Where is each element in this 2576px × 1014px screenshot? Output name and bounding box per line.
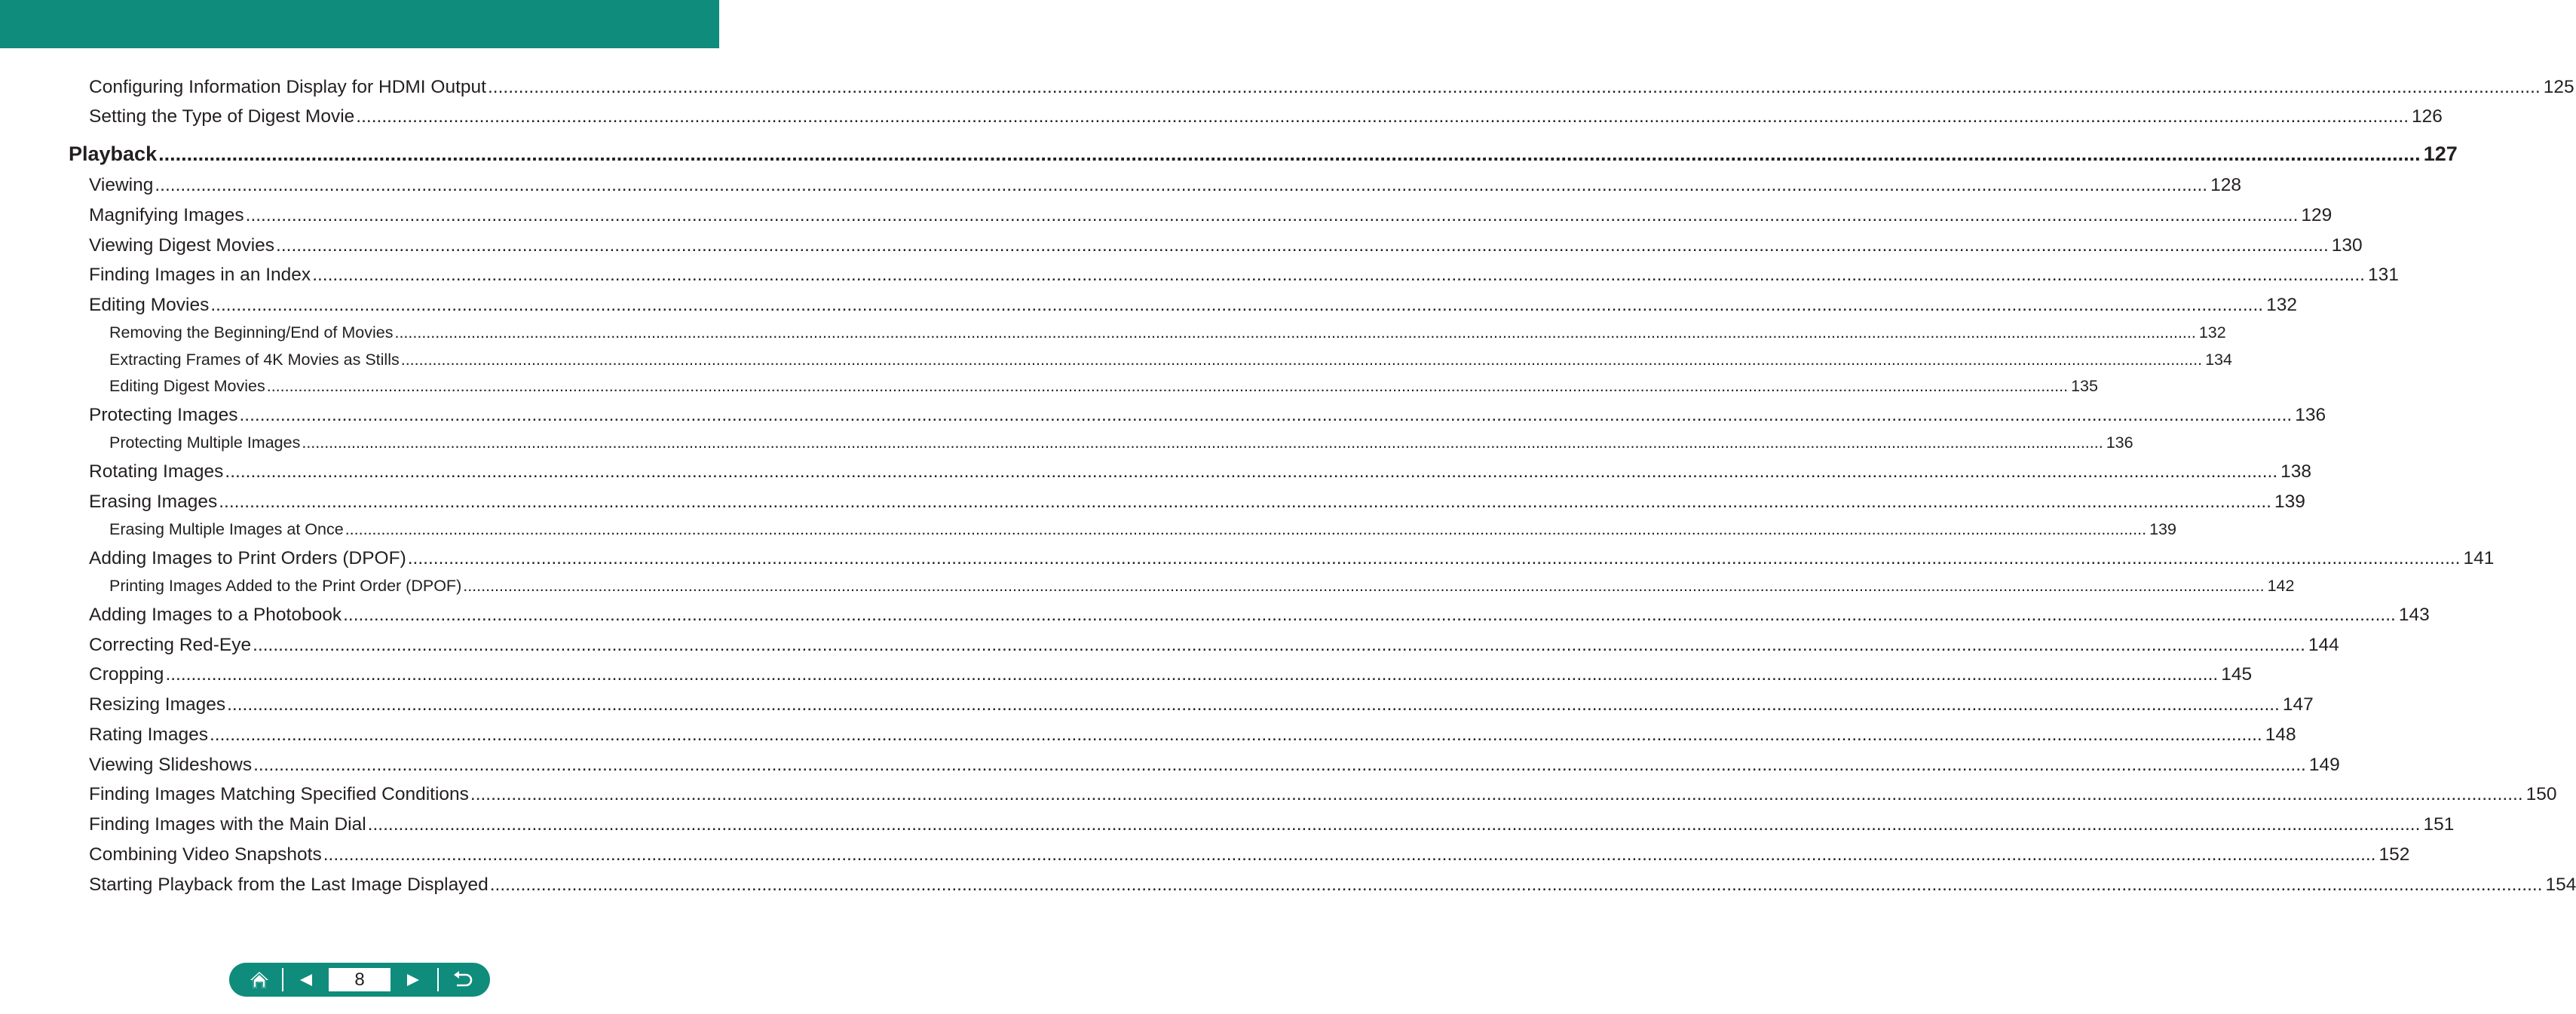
toc-entry-title: Erasing Multiple Images at Once bbox=[109, 520, 344, 538]
toc-entry-page: 143 bbox=[2398, 605, 2430, 625]
toc-entry-page: 131 bbox=[2367, 265, 2399, 285]
page-number: 8 bbox=[354, 969, 365, 990]
dot-leader: ................................................................................................................................................................................................................................................................................................................................................................................................................ bbox=[367, 814, 2421, 835]
toc-entry-title: Viewing Digest Movies bbox=[89, 235, 275, 256]
toc-entry-title: Viewing Slideshows bbox=[89, 755, 253, 775]
toc-entry-title: Protecting Images bbox=[89, 405, 238, 425]
toc-entry-page: 132 bbox=[2266, 295, 2297, 315]
previous-page-icon bbox=[299, 973, 314, 987]
toc-entry-page: 147 bbox=[2282, 694, 2314, 715]
toc-entry[interactable] bbox=[89, 635, 2339, 656]
toc-subentry[interactable] bbox=[109, 577, 2295, 596]
toc-entry-title: Magnifying Images bbox=[89, 205, 244, 225]
toc-entry-page: 139 bbox=[2149, 520, 2176, 538]
page-number-box[interactable] bbox=[329, 968, 391, 991]
toc-entry-page: 149 bbox=[2308, 755, 2340, 775]
toc-entry[interactable] bbox=[89, 175, 2242, 196]
toc-entry-title: Starting Playback from the Last Image Displayed bbox=[89, 875, 489, 895]
dot-leader: ................................................................................................................................................................................................................................................................................................................................................................................................................ bbox=[463, 577, 2265, 595]
toc-entry-title: Finding Images in an Index bbox=[89, 265, 311, 285]
toc-entry-title: Adding Images to Print Orders (DPOF) bbox=[89, 548, 406, 568]
dot-leader: ................................................................................................................................................................................................................................................................................................................................................................................................................ bbox=[227, 694, 2280, 715]
dot-leader: ................................................................................................................................................................................................................................................................................................................................................................................................................ bbox=[266, 377, 2069, 395]
toc-entry-title: Configuring Information Display for HDMI Output bbox=[89, 77, 486, 97]
toc-entry-page: 151 bbox=[2423, 814, 2455, 835]
dot-leader: ................................................................................................................................................................................................................................................................................................................................................................................................................ bbox=[356, 106, 2409, 127]
toc-entry-page: 142 bbox=[2267, 577, 2295, 595]
toc-entry[interactable] bbox=[89, 461, 2312, 482]
toc-entry-title: Protecting Multiple Images bbox=[109, 433, 301, 452]
toc-entry[interactable] bbox=[89, 784, 2557, 805]
dot-leader: ................................................................................................................................................................................................................................................................................................................................................................................................................ bbox=[345, 520, 2147, 538]
dot-leader: ................................................................................................................................................................................................................................................................................................................................................................................................................ bbox=[239, 405, 2293, 425]
toc-entry-page: 139 bbox=[2274, 492, 2305, 512]
next-page-button[interactable] bbox=[394, 963, 433, 997]
previous-page-button[interactable] bbox=[286, 963, 326, 997]
toc-entry-page: 128 bbox=[2210, 175, 2242, 195]
toc-subentry[interactable] bbox=[109, 520, 2176, 539]
dot-leader: ................................................................................................................................................................................................................................................................................................................................................................................................................ bbox=[165, 664, 2219, 685]
return-button[interactable] bbox=[442, 963, 484, 997]
page-navigation-bar bbox=[229, 963, 490, 997]
toc-section-playback[interactable] bbox=[69, 142, 2458, 166]
toc-entry-page: 129 bbox=[2301, 205, 2332, 225]
toc-entry[interactable] bbox=[89, 755, 2340, 776]
toc-entry-page: 148 bbox=[2265, 725, 2296, 745]
toc-entry[interactable] bbox=[89, 814, 2455, 835]
toc-entry-page: 135 bbox=[2071, 377, 2098, 395]
toc-entry-title: Adding Images to a Photobook bbox=[89, 605, 342, 625]
toc-section-title: Playback bbox=[69, 142, 158, 165]
toc-entry-page: 141 bbox=[2463, 548, 2495, 568]
header-bar bbox=[0, 0, 719, 48]
toc-entry[interactable] bbox=[89, 725, 2296, 746]
dot-leader: ................................................................................................................................................................................................................................................................................................................................................................................................................ bbox=[210, 295, 2264, 315]
toc-entry-title: Viewing bbox=[89, 175, 154, 195]
nav-divider bbox=[282, 968, 283, 991]
toc-entry-page: 130 bbox=[2331, 235, 2363, 256]
dot-leader: ................................................................................................................................................................................................................................................................................................................................................................................................................ bbox=[253, 635, 2305, 655]
toc-entry-page: 150 bbox=[2525, 784, 2557, 804]
toc-entry-title: Extracting Frames of 4K Movies as Stills bbox=[109, 351, 400, 369]
toc-entry[interactable] bbox=[89, 235, 2363, 256]
toc-entry-title: Editing Movies bbox=[89, 295, 210, 315]
dot-leader: ................................................................................................................................................................................................................................................................................................................................................................................................................ bbox=[312, 265, 2365, 285]
toc-entry[interactable] bbox=[89, 77, 2574, 98]
toc-entry-title: Cropping bbox=[89, 664, 164, 685]
toc-entry-page: 152 bbox=[2378, 844, 2410, 865]
dot-leader: ................................................................................................................................................................................................................................................................................................................................................................................................................ bbox=[470, 784, 2523, 804]
dot-leader: ................................................................................................................................................................................................................................................................................................................................................................................................................ bbox=[225, 461, 2278, 482]
dot-leader: ................................................................................................................................................................................................................................................................................................................................................................................................................ bbox=[253, 755, 2306, 775]
toc-subentry[interactable] bbox=[109, 323, 2226, 342]
dot-leader: ................................................................................................................................................................................................................................................................................................................................................................................................................ bbox=[323, 844, 2376, 865]
return-icon bbox=[452, 971, 473, 989]
toc-entry-title: Printing Images Added to the Print Order (DPOF) bbox=[109, 577, 462, 595]
toc-subentry[interactable] bbox=[109, 433, 2133, 452]
toc-entry[interactable] bbox=[89, 664, 2253, 685]
next-page-icon bbox=[406, 973, 421, 987]
dot-leader: ................................................................................................................................................................................................................................................................................................................................................................................................................ bbox=[155, 175, 2208, 195]
toc-entry-page: 125 bbox=[2543, 77, 2574, 97]
toc-entry-title: Removing the Beginning/End of Movies bbox=[109, 323, 394, 342]
dot-leader: ................................................................................................................................................................................................................................................................................................................................................................................................................ bbox=[302, 433, 2103, 452]
dot-leader: ................................................................................................................................................................................................................................................................................................................................................................................................................ bbox=[209, 725, 2262, 745]
toc-section-page: 127 bbox=[2423, 142, 2458, 165]
dot-leader: ................................................................................................................................................................................................................................................................................................................................................................................................................ bbox=[487, 77, 2541, 97]
toc-entry-title: Correcting Red-Eye bbox=[89, 635, 252, 655]
dot-leader: ................................................................................................................................................................................................................................................................................................................................................................................................................ bbox=[158, 142, 2421, 165]
toc-entry[interactable] bbox=[89, 548, 2495, 569]
toc-entry-title: Rotating Images bbox=[89, 461, 224, 482]
toc-entry[interactable] bbox=[89, 405, 2326, 426]
dot-leader: ................................................................................................................................................................................................................................................................................................................................................................................................................ bbox=[400, 351, 2203, 369]
dot-leader: ................................................................................................................................................................................................................................................................................................................................................................................................................ bbox=[489, 875, 2543, 895]
dot-leader: ................................................................................................................................................................................................................................................................................................................................................................................................................ bbox=[343, 605, 2396, 625]
toc-entry[interactable] bbox=[89, 205, 2332, 226]
toc-entry-title: Combining Video Snapshots bbox=[89, 844, 322, 865]
toc-entry[interactable] bbox=[89, 875, 2576, 896]
toc-entry[interactable] bbox=[89, 694, 2314, 715]
dot-leader: ................................................................................................................................................................................................................................................................................................................................................................................................................ bbox=[407, 548, 2461, 568]
toc-entry-page: 136 bbox=[2295, 405, 2326, 425]
toc-entry[interactable] bbox=[89, 295, 2297, 316]
toc-entry-title: Editing Digest Movies bbox=[109, 377, 265, 395]
toc-entry-title: Finding Images Matching Specified Conditions bbox=[89, 784, 469, 804]
toc-entry-title: Finding Images with the Main Dial bbox=[89, 814, 366, 835]
toc-entry[interactable] bbox=[89, 106, 2443, 127]
dot-leader: ................................................................................................................................................................................................................................................................................................................................................................................................................ bbox=[394, 323, 2196, 342]
toc-entry-page: 126 bbox=[2412, 106, 2443, 127]
toc-entry-page: 134 bbox=[2205, 351, 2232, 369]
toc-entry-page: 136 bbox=[2106, 433, 2133, 452]
home-button[interactable] bbox=[240, 963, 279, 997]
toc-entry-page: 132 bbox=[2198, 323, 2226, 342]
toc-entry-page: 154 bbox=[2545, 875, 2576, 895]
nav-divider bbox=[437, 968, 439, 991]
dot-leader: ................................................................................................................................................................................................................................................................................................................................................................................................................ bbox=[219, 492, 2271, 512]
toc-entry[interactable] bbox=[89, 265, 2399, 286]
toc-entry-title: Setting the Type of Digest Movie bbox=[89, 106, 355, 127]
toc-entry-page: 138 bbox=[2280, 461, 2312, 482]
toc-subentry[interactable] bbox=[109, 351, 2232, 369]
toc-entry-page: 144 bbox=[2308, 635, 2339, 655]
toc-entry-title: Erasing Images bbox=[89, 492, 218, 512]
home-icon bbox=[249, 970, 270, 990]
toc-entry-page: 145 bbox=[2221, 664, 2253, 685]
toc-entry[interactable] bbox=[89, 844, 2410, 865]
toc-subentry[interactable] bbox=[109, 377, 2098, 396]
toc-entry-title: Rating Images bbox=[89, 725, 208, 745]
toc-entry[interactable] bbox=[89, 492, 2305, 513]
toc-entry[interactable] bbox=[89, 605, 2430, 626]
dot-leader: ................................................................................................................................................................................................................................................................................................................................................................................................................ bbox=[276, 235, 2329, 256]
dot-leader: ................................................................................................................................................................................................................................................................................................................................................................................................................ bbox=[245, 205, 2299, 225]
toc-entry-title: Resizing Images bbox=[89, 694, 226, 715]
